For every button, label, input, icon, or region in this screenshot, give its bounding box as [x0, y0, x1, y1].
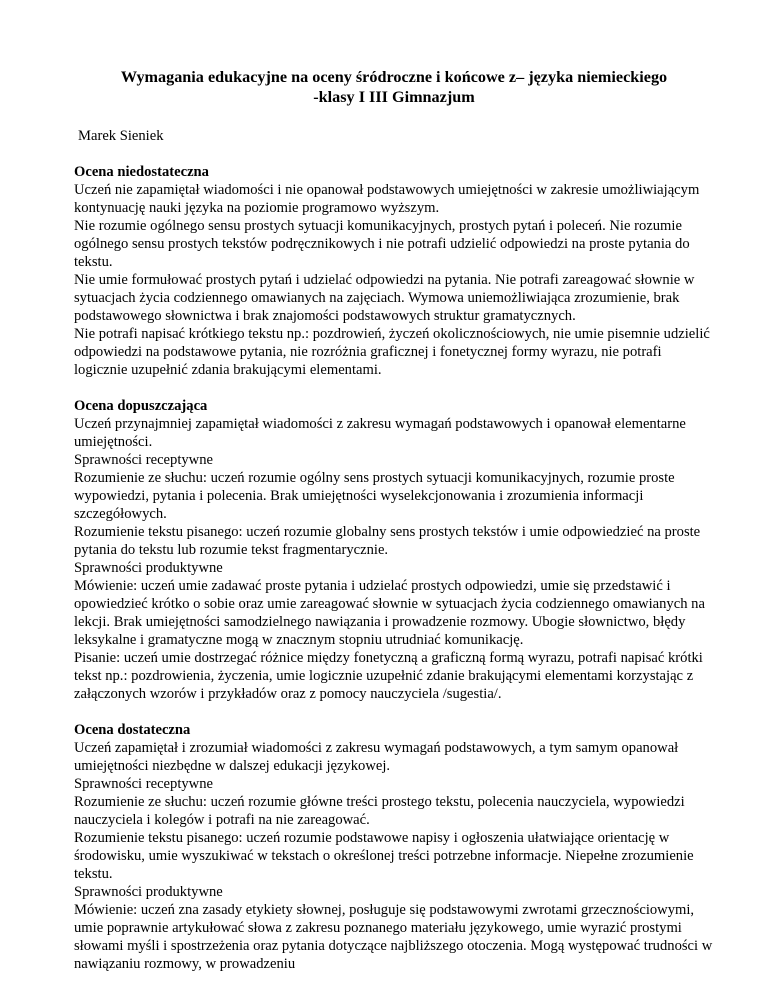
section-heading: Ocena niedostateczna: [74, 164, 209, 180]
section-niedostateczna: [74, 163, 714, 379]
subheading-receptive: Sprawności receptywne: [74, 452, 213, 468]
document-title: [74, 67, 714, 107]
author-name: Marek Sieniek: [78, 128, 164, 144]
subheading-receptive: Sprawności receptywne: [74, 776, 213, 792]
paragraph: Mówienie: uczeń umie zadawać proste pytania i udzielać prostych odpowiedzi, umie się przedstawić i opowiedzieć krótko o sobie oraz umie zareagować słownie w sytuacjach życia codziennego omawianych na lekcji. Brak umiejętności samodzielnego nawiązania i prowadzenie rozmowy. Ubogie słownictwo, błędy leksykalne i gramatyczne mogą w znacznym stopniu utrudniać komunikację.: [74, 578, 705, 648]
section-heading: Ocena dopuszczająca: [74, 398, 208, 414]
paragraph: Nie umie formułować prostych pytań i udzielać odpowiedzi na pytania. Nie potrafi zareagować słownie w sytuacjach życia codziennego omawianych na zajęciach. Wymowa uniemożliwiająca zrozumienie, brak podstawowego słownictwa i brak znajomości podstawowych struktur gramatycznych.: [74, 272, 695, 324]
paragraph: Nie potrafi napisać krótkiego tekstu np.: pozdrowień, życzeń okolicznościowych, nie umie pisemnie udzielić odpowiedzi na podstawowe pytania, nie rozróżnia graficznej i fonetycznej formy wyrazu, nie potrafi logicznie uzupełnić zdania brakującymi elementami.: [74, 326, 710, 378]
title-line-1: Wymagania edukacyjne na oceny śródroczne i końcowe z– języka niemieckiego: [120, 68, 668, 86]
paragraph: Uczeń przynajmniej zapamiętał wiadomości z zakresu wymagań podstawowych i opanował elementarne umiejętności.: [74, 416, 686, 450]
section-dopuszczajaca: [74, 397, 714, 703]
section-dostateczna: [74, 721, 714, 973]
paragraph: Uczeń nie zapamiętał wiadomości i nie opanował podstawowych umiejętności w zakresie umożliwiającym kontynuację nauki języka na poziomie programowo wyższym.: [74, 182, 700, 216]
document-page: [74, 67, 714, 973]
paragraph: Rozumienie tekstu pisanego: uczeń rozumie podstawowe napisy i ogłoszenia ułatwiające orientację w środowisku, umie wyszukiwać w tekstach o określonej treści potrzebne informacje. Niepełne zrozumienie tekstu.: [74, 830, 694, 882]
paragraph: Uczeń zapamiętał i zrozumiał wiadomości z zakresu wymagań podstawowych, a tym samym opanował umiejętności niezbędne w dalszej edukacji językowej.: [74, 740, 679, 774]
paragraph: Nie rozumie ogólnego sensu prostych sytuacji komunikacyjnych, prostych pytań i poleceń. Nie rozumie ogólnego sensu prostych tekstów podręcznikowych i nie potrafi udzielić odpowiedzi na proste pytania do tekstu.: [74, 218, 690, 270]
section-heading: Ocena dostateczna: [74, 722, 191, 738]
subheading-productive: Sprawności produktywne: [74, 560, 223, 576]
paragraph: Rozumienie ze słuchu: uczeń rozumie ogólny sens prostych sytuacji komunikacyjnych, rozumie proste wypowiedzi, pytania i polecenia. Brak umiejętności wyselekcjonowania i zrozumienia informacji szczegółowych.: [74, 470, 675, 522]
paragraph: Rozumienie tekstu pisanego: uczeń rozumie globalny sens prostych tekstów i umie odpowiedzieć na proste pytania do tekstu lub rozumie tekst fragmentarycznie.: [74, 524, 701, 558]
paragraph: Pisanie: uczeń umie dostrzegać różnice między fonetyczną a graficzną formą wyrazu, potrafi napisać krótki tekst np.: pozdrowienia, życzenia, umie logicznie uzupełnić zdanie brakującymi elementami korzystając z załączonych wzorów i przykładów oraz z pomocy nauczyciela /sugestia/.: [74, 650, 703, 702]
paragraph: Mówienie: uczeń zna zasady etykiety słownej, posługuje się podstawowymi zwrotami grzecznościowymi, umie poprawnie artykułować słowa z zakresu poznanego materiału językowego, umie wyrazić prostymi słowami myśli i spostrzeżenia oraz pytania dotyczące najbliższego otoczenia. Mogą występować trudności w nawiązaniu rozmowy, w prowadzeniu: [74, 902, 713, 972]
paragraph: Rozumienie ze słuchu: uczeń rozumie główne treści prostego tekstu, polecenia nauczyciela, wypowiedzi nauczyciela i kolegów i potrafi na nie zareagować.: [74, 794, 685, 828]
title-line-2: -klasy I III Gimnazjum: [313, 88, 475, 106]
subheading-productive: Sprawności produktywne: [74, 884, 223, 900]
